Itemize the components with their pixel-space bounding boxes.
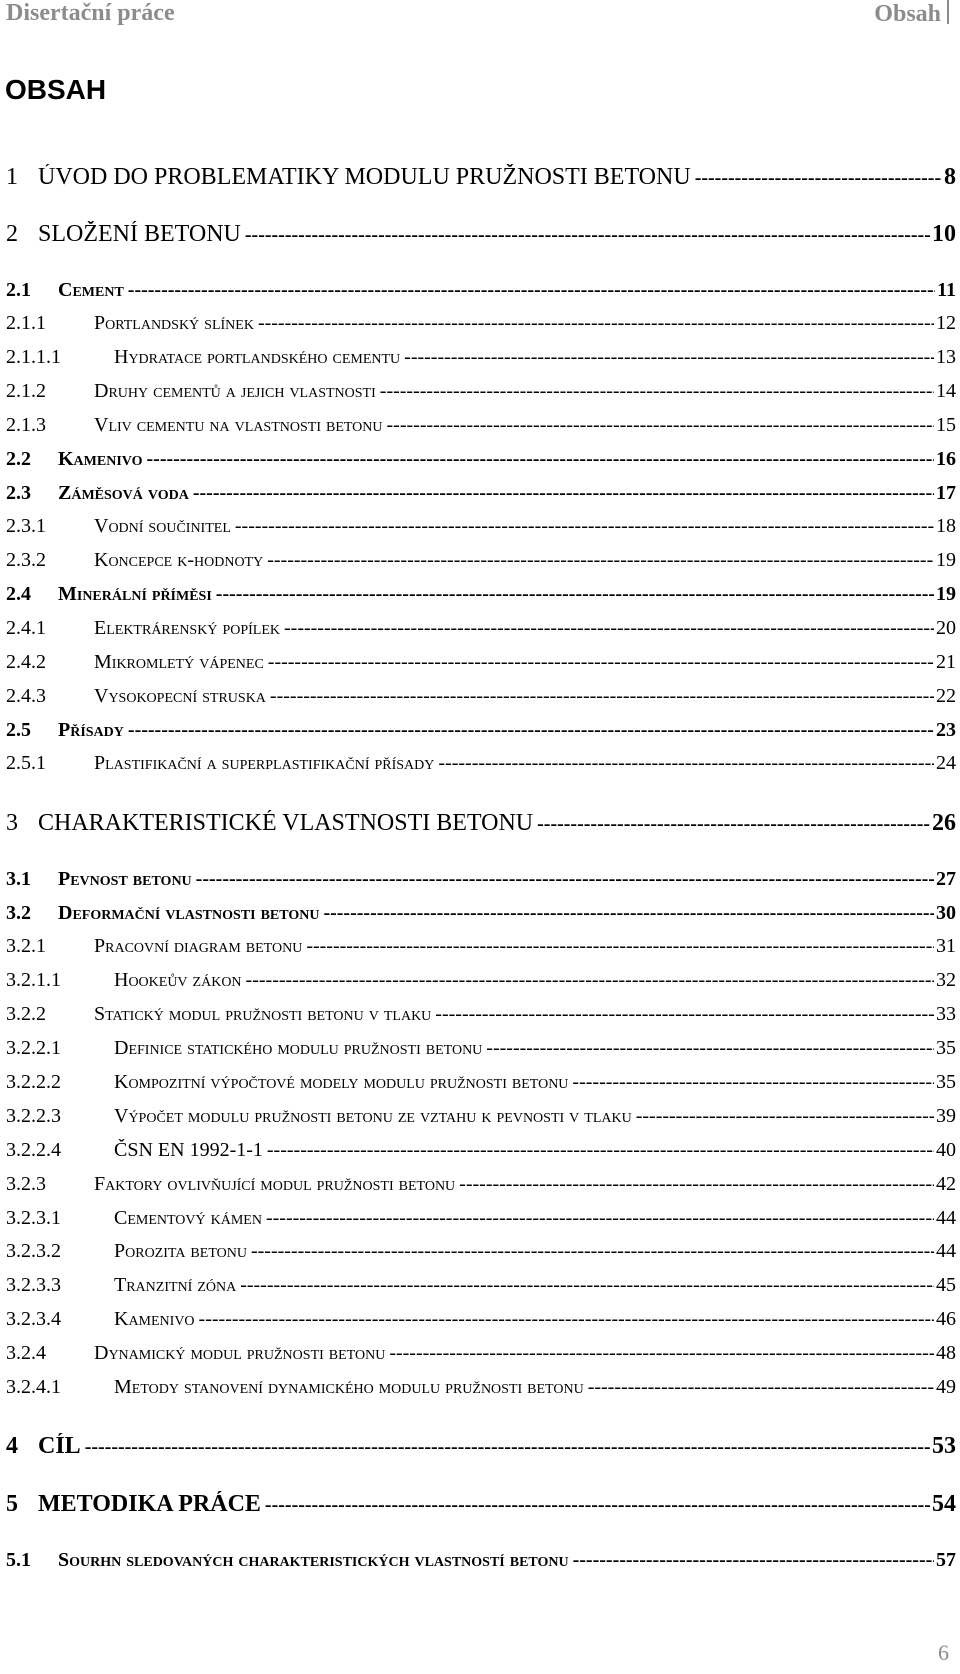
header-section-label: Obsah bbox=[874, 1, 941, 27]
toc-entry[interactable] bbox=[6, 1207, 956, 1237]
toc-entry[interactable] bbox=[6, 1173, 956, 1203]
toc-entry[interactable] bbox=[6, 1274, 956, 1304]
toc-number: 1 bbox=[6, 164, 18, 190]
toc-page: 30 bbox=[936, 902, 956, 924]
toc-title: Koncepce k-hodnoty bbox=[94, 549, 264, 571]
page-number: 6 bbox=[938, 1640, 949, 1665]
toc-leader bbox=[389, 1342, 934, 1365]
toc-leader bbox=[128, 719, 934, 742]
toc-title: ČSN EN 1992-1-1 bbox=[114, 1139, 263, 1161]
toc-number: 2.3.1 bbox=[6, 515, 46, 537]
toc-leader bbox=[85, 1436, 930, 1459]
toc-title: Vysokopecní struska bbox=[94, 685, 266, 707]
toc-page: 11 bbox=[937, 279, 956, 301]
toc-leader bbox=[459, 1173, 934, 1196]
toc-entry[interactable] bbox=[6, 1037, 956, 1067]
toc-number: 3.1 bbox=[6, 868, 31, 890]
toc-entry[interactable] bbox=[6, 1003, 956, 1033]
toc-page: 57 bbox=[936, 1549, 956, 1571]
toc-title: Faktory ovlivňující modul pružnosti betonu bbox=[94, 1173, 456, 1195]
toc-page: 33 bbox=[936, 1003, 956, 1025]
toc-title: Cement bbox=[58, 279, 124, 301]
toc-title: Elektrárenský popílek bbox=[94, 617, 280, 639]
toc-title: Vliv cementu na vlastnosti betonu bbox=[94, 414, 383, 436]
toc-number: 3.2.2.1 bbox=[6, 1037, 61, 1059]
toc-number: 3 bbox=[6, 810, 18, 836]
toc-entry[interactable] bbox=[6, 685, 956, 715]
toc-leader bbox=[240, 1274, 934, 1297]
toc-number: 3.2.1.1 bbox=[6, 969, 61, 991]
toc-title: CÍL bbox=[38, 1433, 81, 1459]
toc-number: 3.2.4 bbox=[6, 1342, 46, 1364]
toc-title: Kompozitní výpočtové modely modulu pružnosti betonu bbox=[114, 1071, 569, 1093]
toc-leader bbox=[537, 813, 930, 836]
toc-leader bbox=[235, 515, 934, 538]
toc-leader bbox=[266, 1207, 934, 1230]
toc-leader bbox=[404, 346, 934, 369]
toc-page: 45 bbox=[936, 1274, 956, 1296]
toc-entry[interactable] bbox=[6, 448, 956, 478]
toc-title: METODIKA PRÁCE bbox=[38, 1491, 261, 1517]
toc-title: Pevnost betonu bbox=[58, 868, 192, 890]
page-header bbox=[0, 0, 960, 34]
toc-entry[interactable] bbox=[6, 902, 956, 932]
toc-entry[interactable] bbox=[6, 868, 956, 898]
toc-number: 3.2.3.2 bbox=[6, 1240, 61, 1262]
toc-leader bbox=[438, 752, 934, 775]
toc-title: Záměsová voda bbox=[58, 482, 189, 504]
toc-number: 2.5 bbox=[6, 719, 31, 741]
toc-number: 3.2.2.2 bbox=[6, 1071, 61, 1093]
toc-entry[interactable] bbox=[6, 515, 956, 545]
toc-entry[interactable] bbox=[6, 1240, 956, 1270]
toc-page: 23 bbox=[936, 719, 956, 741]
toc-leader bbox=[486, 1037, 934, 1060]
toc-number: 2.4 bbox=[6, 583, 31, 605]
toc-entry[interactable] bbox=[6, 1105, 956, 1135]
toc-page: 24 bbox=[936, 752, 956, 774]
toc-title: SLOŽENÍ BETONU bbox=[38, 221, 241, 247]
toc-leader bbox=[636, 1105, 934, 1128]
toc-page: 44 bbox=[936, 1240, 956, 1262]
toc-title: Deformační vlastnosti betonu bbox=[58, 902, 320, 924]
toc-entry[interactable] bbox=[6, 164, 956, 194]
toc-page: 14 bbox=[936, 380, 956, 402]
toc-title: Tranzitní zóna bbox=[114, 1274, 237, 1296]
toc-leader bbox=[199, 1308, 934, 1331]
toc-entry[interactable] bbox=[6, 1433, 956, 1463]
toc-number: 2.1.1.1 bbox=[6, 346, 61, 368]
toc-entry[interactable] bbox=[6, 1308, 956, 1338]
toc-number: 3.2.3.1 bbox=[6, 1207, 61, 1229]
toc-entry[interactable] bbox=[6, 312, 956, 342]
toc-page: 17 bbox=[936, 482, 956, 504]
toc-page: 15 bbox=[936, 414, 956, 436]
toc-number: 3.2.2 bbox=[6, 1003, 46, 1025]
toc-title: Mikromletý vápenec bbox=[94, 651, 264, 673]
toc-leader bbox=[306, 935, 934, 958]
toc-entry[interactable] bbox=[6, 935, 956, 965]
toc-page: 20 bbox=[936, 617, 956, 639]
toc-number: 3.2.3.4 bbox=[6, 1308, 61, 1330]
toc-page: 10 bbox=[932, 221, 956, 247]
toc-number: 2.2 bbox=[6, 448, 31, 470]
toc-number: 2.1.1 bbox=[6, 312, 46, 334]
toc-entry[interactable] bbox=[6, 810, 956, 840]
toc-leader bbox=[588, 1376, 934, 1399]
toc-title: Druhy cementů a jejich vlastnosti bbox=[94, 380, 376, 402]
toc-title: Definice statického modulu pružnosti betonu bbox=[114, 1037, 483, 1059]
toc-page: 39 bbox=[936, 1105, 956, 1127]
toc-page: 31 bbox=[936, 935, 956, 957]
toc-number: 2.1 bbox=[6, 279, 31, 301]
toc-entry[interactable] bbox=[6, 482, 956, 512]
toc-title: Statický modul pružnosti betonu v tlaku bbox=[94, 1003, 432, 1025]
toc-leader bbox=[268, 651, 934, 674]
toc-page: 49 bbox=[936, 1376, 956, 1398]
toc-leader bbox=[251, 1240, 934, 1263]
toc-page: 26 bbox=[932, 810, 956, 836]
toc-page: 48 bbox=[936, 1342, 956, 1364]
toc-number: 2.3.2 bbox=[6, 549, 46, 571]
toc-number: 2.5.1 bbox=[6, 752, 46, 774]
toc-entry[interactable] bbox=[6, 1491, 956, 1521]
toc-number: 2.3 bbox=[6, 482, 31, 504]
toc-title: Pracovní diagram betonu bbox=[94, 935, 303, 957]
toc-entry[interactable] bbox=[6, 752, 956, 782]
toc-entry[interactable] bbox=[6, 549, 956, 579]
toc-leader bbox=[435, 1003, 934, 1026]
toc-page: 54 bbox=[932, 1491, 956, 1517]
toc-leader bbox=[267, 1139, 934, 1162]
toc-number: 4 bbox=[6, 1433, 18, 1459]
toc-leader bbox=[573, 1549, 934, 1572]
toc-number: 5 bbox=[6, 1491, 18, 1517]
toc-number: 3.2.3 bbox=[6, 1173, 46, 1195]
toc-title: Vodní součinitel bbox=[94, 515, 231, 537]
toc-title: Porozita betonu bbox=[114, 1240, 247, 1262]
toc-page: 40 bbox=[936, 1139, 956, 1161]
toc-number: 3.2.1 bbox=[6, 935, 46, 957]
toc-page: 18 bbox=[936, 515, 956, 537]
toc-page: 19 bbox=[936, 583, 956, 605]
toc-leader bbox=[147, 448, 935, 471]
toc-entry[interactable] bbox=[6, 414, 956, 444]
toc-number: 2.4.2 bbox=[6, 651, 46, 673]
toc-leader bbox=[245, 224, 930, 247]
header-section-title bbox=[874, 0, 949, 28]
toc-page: 32 bbox=[936, 969, 956, 991]
toc-leader bbox=[196, 868, 934, 891]
toc-leader bbox=[128, 279, 935, 302]
toc-title: Portlandský slínek bbox=[94, 312, 254, 334]
toc-entry[interactable] bbox=[6, 346, 956, 376]
toc-page: 21 bbox=[936, 651, 956, 673]
toc-leader bbox=[246, 969, 934, 992]
toc-number: 2.4.3 bbox=[6, 685, 46, 707]
toc-number: 2 bbox=[6, 221, 18, 247]
toc-page: 19 bbox=[936, 549, 956, 571]
toc-number: 3.2.2.3 bbox=[6, 1105, 61, 1127]
header-document-title: Disertační práce bbox=[6, 0, 175, 26]
page-title: OBSAH bbox=[5, 74, 107, 105]
toc-number: 5.1 bbox=[6, 1549, 31, 1571]
toc-title: Dynamický modul pružnosti betonu bbox=[94, 1342, 386, 1364]
toc-title: Sourhn sledovaných charakteristických vlastností betonu bbox=[58, 1549, 569, 1571]
toc-leader bbox=[387, 414, 934, 437]
toc-entry[interactable] bbox=[6, 651, 956, 681]
toc-leader bbox=[265, 1494, 930, 1517]
toc-entry[interactable] bbox=[6, 1139, 956, 1169]
toc-page: 53 bbox=[932, 1433, 956, 1459]
toc-leader bbox=[270, 685, 934, 708]
toc-page: 13 bbox=[936, 346, 956, 368]
toc-title: Minerální příměsi bbox=[58, 583, 212, 605]
toc-leader bbox=[193, 482, 934, 505]
toc-entry[interactable] bbox=[6, 617, 956, 647]
toc-title: Metody stanovení dynamického modulu pružnosti betonu bbox=[114, 1376, 584, 1398]
toc-leader bbox=[323, 902, 934, 925]
toc-entry[interactable] bbox=[6, 1071, 956, 1101]
toc-number: 2.1.3 bbox=[6, 414, 46, 436]
header-separator bbox=[947, 0, 949, 24]
toc-title: Hookeův zákon bbox=[114, 969, 242, 991]
toc-title: Cementový kámen bbox=[114, 1207, 262, 1229]
toc-leader bbox=[216, 583, 934, 606]
toc-entry[interactable] bbox=[6, 279, 956, 309]
toc-title: Hydratace portlandského cementu bbox=[114, 346, 401, 368]
toc-page: 44 bbox=[936, 1207, 956, 1229]
toc-entry[interactable] bbox=[6, 1376, 956, 1406]
toc-entry[interactable] bbox=[6, 719, 956, 749]
toc-page: 22 bbox=[936, 685, 956, 707]
toc-leader bbox=[267, 549, 934, 572]
toc-entry[interactable] bbox=[6, 221, 956, 251]
toc-page: 12 bbox=[936, 312, 956, 334]
toc-title: CHARAKTERISTICKÉ VLASTNOSTI BETONU bbox=[38, 810, 534, 836]
toc-entry[interactable] bbox=[6, 1549, 956, 1579]
toc-number: 2.1.2 bbox=[6, 380, 46, 402]
toc-entry[interactable] bbox=[6, 380, 956, 410]
toc-number: 2.4.1 bbox=[6, 617, 46, 639]
toc-entry[interactable] bbox=[6, 583, 956, 613]
toc-title: Přísady bbox=[58, 719, 124, 741]
toc-page: 46 bbox=[936, 1308, 956, 1330]
toc-leader bbox=[258, 312, 934, 335]
toc-page: 8 bbox=[944, 164, 956, 190]
toc-page: 16 bbox=[936, 448, 956, 470]
toc-leader bbox=[380, 380, 934, 403]
toc-leader bbox=[572, 1071, 934, 1094]
toc-number: 3.2.3.3 bbox=[6, 1274, 61, 1296]
toc-leader bbox=[284, 617, 934, 640]
toc-entry[interactable] bbox=[6, 1342, 956, 1372]
toc-title: Výpočet modulu pružnosti betonu ze vztahu k pevnosti v tlaku bbox=[114, 1105, 632, 1127]
toc-title: ÚVOD DO PROBLEMATIKY MODULU PRUŽNOSTI BETONU bbox=[38, 164, 691, 190]
toc-leader bbox=[695, 167, 942, 190]
toc-page: 35 bbox=[936, 1037, 956, 1059]
toc-number: 3.2.4.1 bbox=[6, 1376, 61, 1398]
toc-page: 42 bbox=[936, 1173, 956, 1195]
toc-title: Kamenivo bbox=[58, 448, 143, 470]
toc-number: 3.2.2.4 bbox=[6, 1139, 61, 1161]
toc-number: 3.2 bbox=[6, 902, 31, 924]
toc-page: 35 bbox=[936, 1071, 956, 1093]
toc-entry[interactable] bbox=[6, 969, 956, 999]
toc-title: Plastifikační a superplastifikační přísady bbox=[94, 752, 435, 774]
toc-page: 27 bbox=[936, 868, 956, 890]
toc-title: Kamenivo bbox=[114, 1308, 195, 1330]
